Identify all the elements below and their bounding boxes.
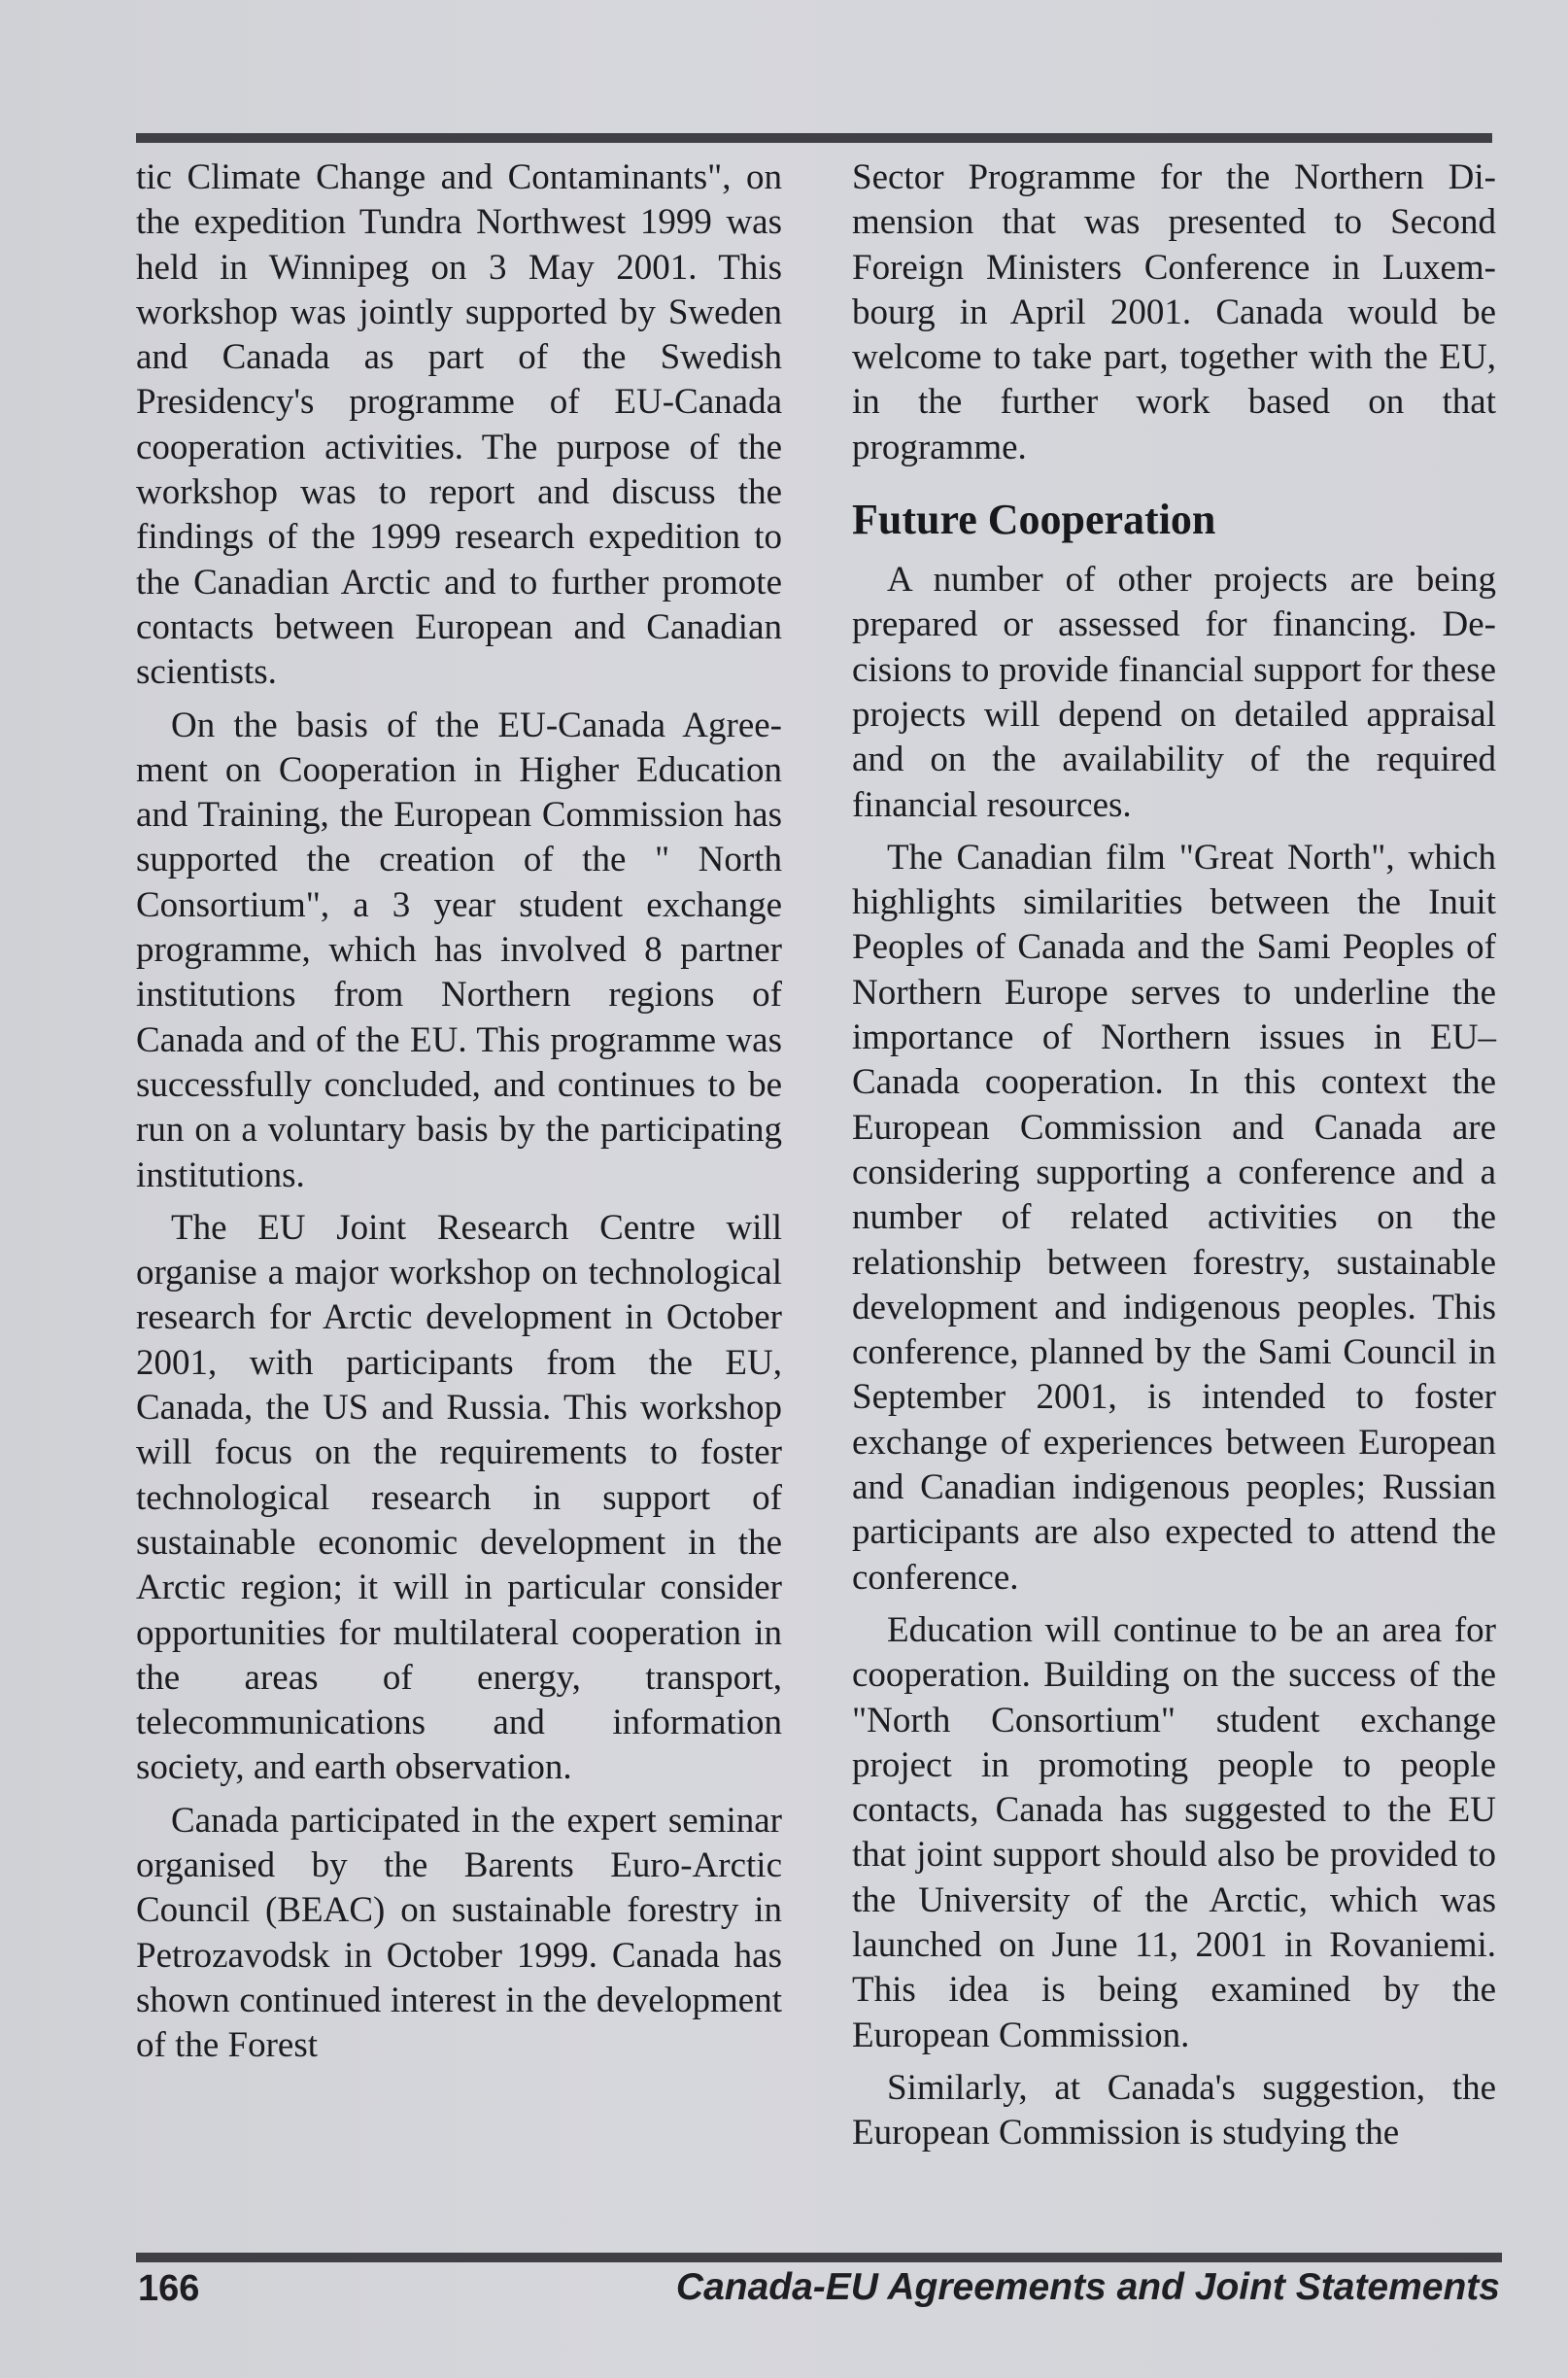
paragraph: tic Climate Change and Contaminants", on the expedition Tundra Northwest 1999 was held in Winnipeg on 3 May 2001. This workshop was jointly supported by Sweden and Canada as part of the Swedish Presidency's programme of EU-Canada cooperation activities. The purpose of the workshop was to report and discuss the findings of the 1999 research expedition to the Canadian Arctic and to further promote contacts between European and Canadian scientists. (136, 157, 782, 693)
left-column (136, 155, 782, 2076)
paragraph: Similarly, at Canada's suggestion, the European Commission is studying the (852, 2067, 1496, 2154)
paragraph: The Canadian film "Great North", which highlights similarities between the Inuit Peoples of Canada and the Sami Peoples of Northern Europe serves to underline the importance of Northern issues in EU–Canada cooperation. In this context the European Commission and Canada are considering supporting a conference and a number of related activities on the relationship between forestry, sustainable development and indigenous peoples. This conference, planned by the Sami Council in September 2001, is intended to foster exchange of experiences between European and Canadian indigenous peoples; Russian participants are also expected to attend the conference. (852, 837, 1496, 1598)
running-title: Canada-EU Agreements and Joint Statements (675, 2266, 1500, 2308)
page-number: 166 (138, 2268, 200, 2309)
paragraph: A number of other projects are being prepared or assessed for financing. Decisions to provide financial support for these projects will depend on detailed appraisal and on the availability of the required financial resources. (852, 560, 1496, 825)
right-column (852, 155, 1496, 2163)
bottom-rule (136, 2253, 1502, 2262)
paragraph: Sector Programme for the Northern Dimension that was presented to Second Foreign Ministers Conference in Luxembourg in April 2001. Canada would be welcome to take part, together with the EU, in the further work based on that programme. (852, 157, 1496, 467)
top-rule (136, 133, 1492, 143)
section-heading: Future Cooperation (852, 496, 1216, 544)
paragraph: Canada participated in the expert seminar organised by the Barents Euro-Arctic Council (BEAC) on sustainable forestry in Petrozavodsk in October 1999. Canada has shown continued interest in the development of the Forest (136, 1800, 782, 2066)
paragraph: Education will continue to be an area for cooperation. Building on the success of the "North Consortium" student exchange project in promoting people to people contacts, Canada has suggested to the EU that joint support should also be provided to the University of the Arctic, which was launched on June 11, 2001 in Rovaniemi. This idea is being examined by the European Commission. (852, 1609, 1496, 2055)
paragraph: On the basis of the EU-Canada Agreement on Cooperation in Higher Education and Training, the European Commission has supported the creation of the " North Consortium", a 3 year student exchange programme, which has involved 8 partner institutions from Northern regions of Canada and of the EU. This programme was successfully concluded, and continues to be run on a voluntary basis by the participating institutions. (136, 705, 782, 1195)
paragraph: The EU Joint Research Centre will organise a major workshop on technological research for Arctic development in October 2001, with participants from the EU, Canada, the US and Russia. This workshop will focus on the requirements to foster technological research in support of sustainable economic development in the Arctic region; it will in particular consider opportunities for multilateral cooperation in the areas of energy, transport, telecommunications and information society, and earth observation. (136, 1207, 782, 1788)
